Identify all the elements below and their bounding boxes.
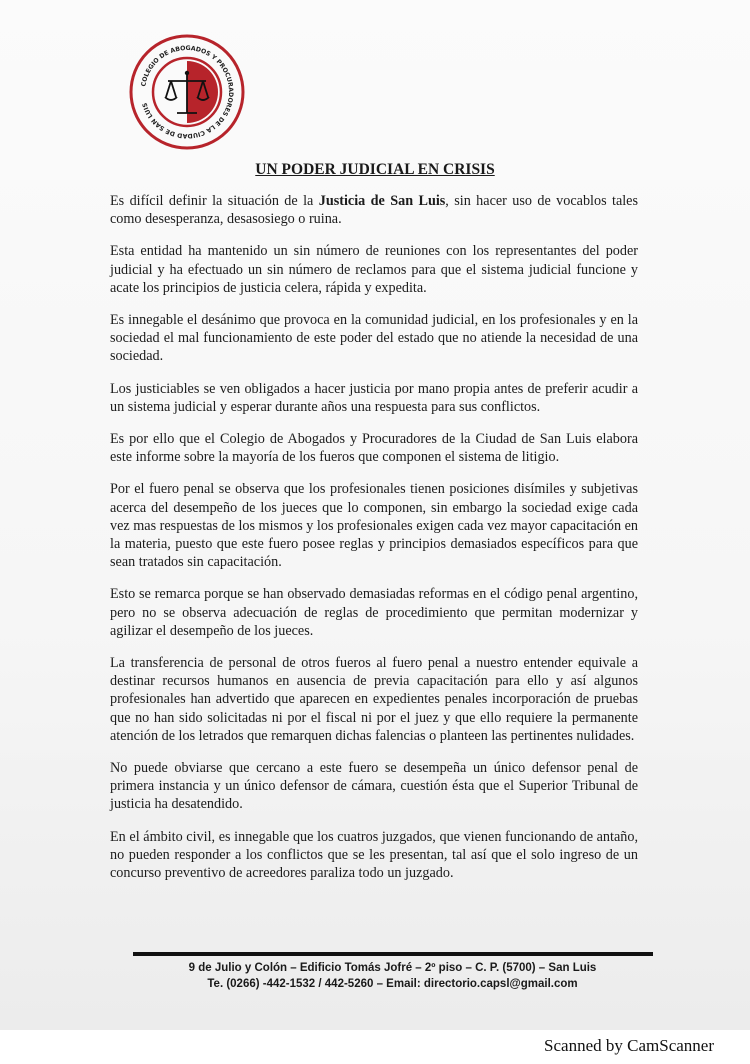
seal-ring-text: COLEGIO DE ABOGADOS Y PROCURADORES DE LA CIUDAD DE SAN LUIS xyxy=(140,44,235,140)
paragraph-8: La transferencia de personal de otros fueros al fuero penal a nuestro entender equivale a destinar recursos humanos en ausencia de previa capacitación para ello y así algunos profesionales han advertido que aparecen en expedientes penales incorporación de pruebas que no han sido solicitadas ni por el fiscal ni por el juez y que ello requiere la permanente atención de los letrados que remarquen dichas falencias o planteen las pertinentes nulidades. xyxy=(110,655,638,744)
bold-phrase: Justicia de San Luis xyxy=(318,193,446,209)
paragraph-1: Es difícil definir la situación de la Justicia de San Luis, sin hacer uso de vocablos tales como desesperanza, desasosiego o ruina. xyxy=(110,193,638,228)
footer-address: 9 de Julio y Colón – Edificio Tomás Jofré – 2º piso – C. P. (5700) – San Luis xyxy=(188,962,597,974)
footer-divider xyxy=(133,952,653,956)
paragraph-7: Esto se remarca porque se han observado demasiadas reformas en el código penal argentino, pero no se observa adecuación de reglas de procedimiento que permitan modernizar y agilizar el desempeño de los jueces. xyxy=(110,586,638,639)
college-seal-logo xyxy=(128,33,246,151)
document-title: UN PODER JUDICIAL EN CRISIS xyxy=(255,161,495,178)
paragraph-2: Esta entidad ha mantenido un sin número de reuniones con los representantes del poder judicial y ha efectuado un sin número de reclamos para que el sistema judicial funcione y acate los principios de justicia celera, rápida y expedita. xyxy=(110,243,638,296)
footer-contact: Te. (0266) -442-1532 / 442-5260 – Email: directorio.capsl@gmail.com xyxy=(207,978,578,990)
paragraph-6: Por el fuero penal se observa que los profesionales tienen posiciones disímiles y subjetivas acerca del desempeño de los jueces que lo componen, sin embargo la sociedad exige cada vez mas respuestas de los mismos y los profesionales exigen cada vez mayor capacitación en la materia, puesto que este fuero posee reglas y principios demasiados específicos para que sean tratados sin capacitación. xyxy=(110,481,638,571)
paragraph-10: En el ámbito civil, es innegable que los cuatros juzgados, que vienen funcionando de antaño, no pueden responder a los conflictos que se les presentan, tal así que el solo ingreso de un concurso preventivo de acreedores paraliza todo un juzgado. xyxy=(110,828,638,882)
paragraph-9: No puede obviarse que cercano a este fuero se desempeña un único defensor penal de primera instancia y un único defensor de cámara, cuestión ésta que el Superior Tribunal de justicia ha desatendido. xyxy=(110,760,638,813)
paragraph-4: Los justiciables se ven obligados a hacer justicia por mano propia antes de preferir acudir a un sistema judicial y esperar durante años una respuesta para sus conflictos. xyxy=(110,380,638,415)
paragraph-5: Es por ello que el Colegio de Abogados y Procuradores de la Ciudad de San Luis elabora este informe sobre la mayoría de los fueros que componen el sistema de litigio. xyxy=(110,431,638,466)
document-body xyxy=(110,192,638,896)
scanner-watermark: Scanned by CamScanner xyxy=(544,1036,714,1055)
paragraph-3: Es innegable el desánimo que provoca en la comunidad judicial, en los profesionales y en la sociedad el mal funcionamiento de este poder del estado que no atiende la necesidad de una sociedad. xyxy=(110,312,638,365)
